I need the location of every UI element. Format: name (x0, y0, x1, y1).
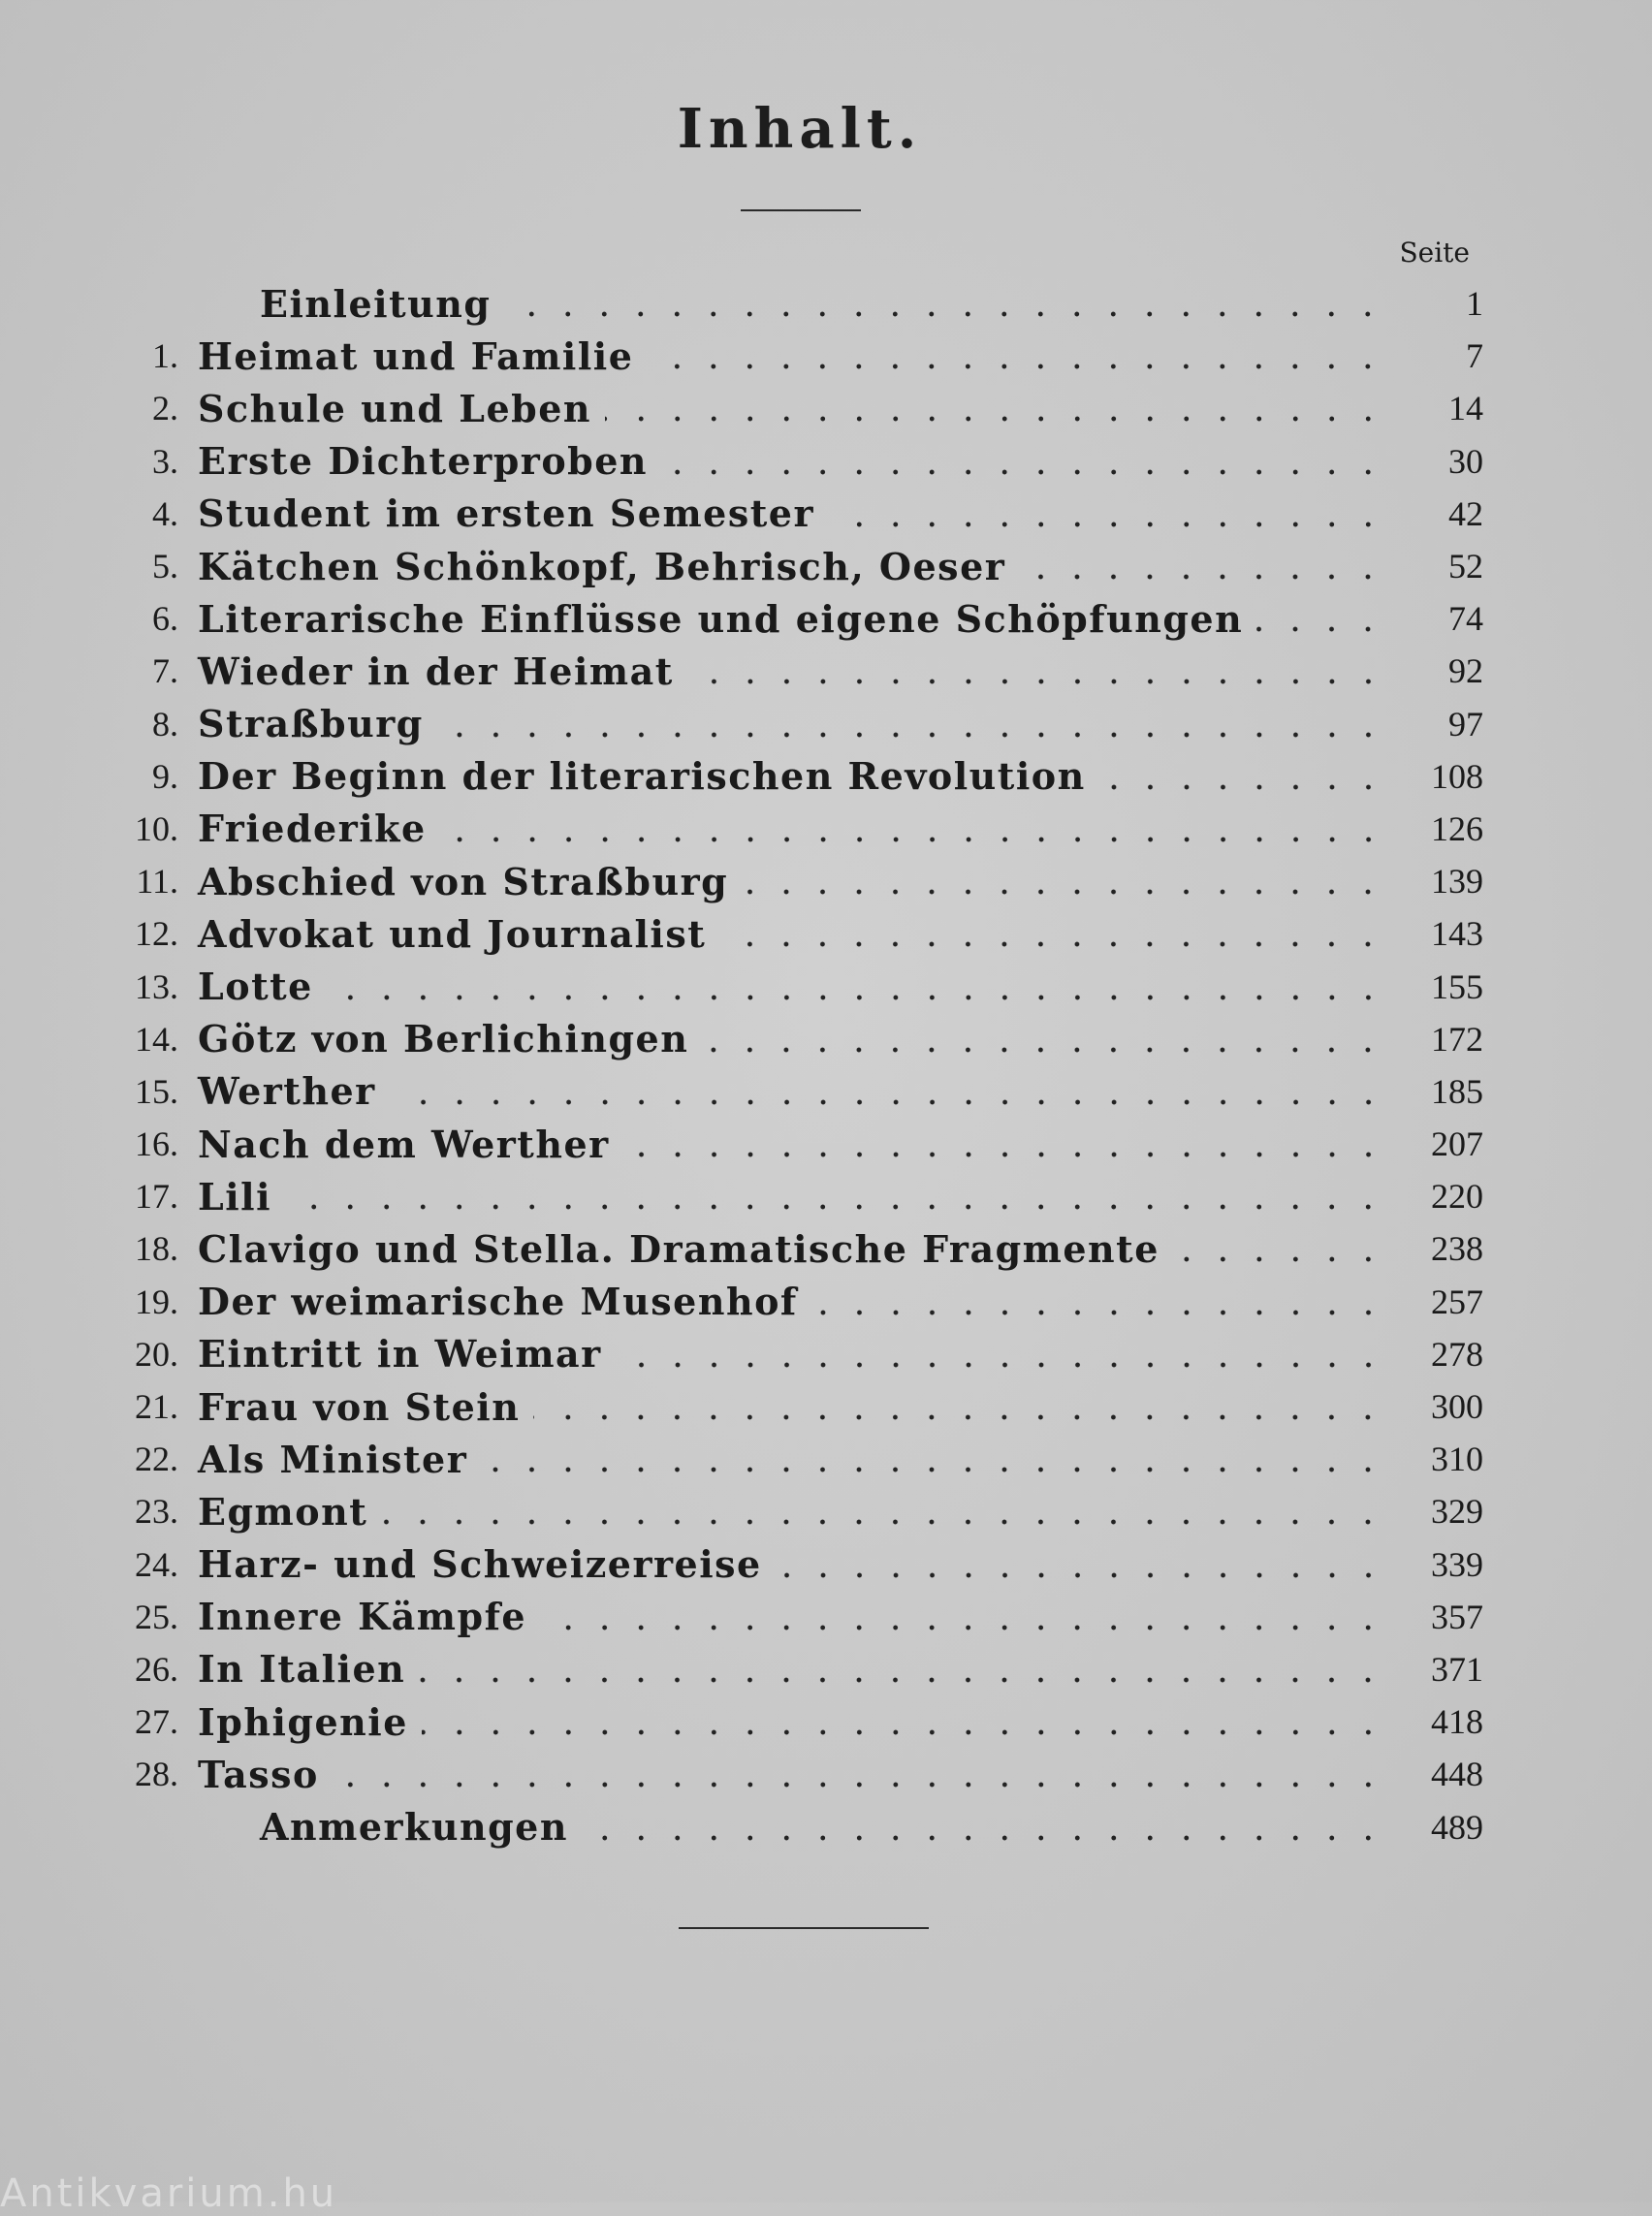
toc-leader-dots (687, 678, 1386, 685)
toc-entry-page: 278 (1431, 1334, 1483, 1374)
toc-entry (116, 1065, 1483, 1118)
toc-entry-title: Der Beginn der literarischen Revolution (198, 754, 1086, 799)
toc-entry-page: 14 (1448, 389, 1483, 428)
table-of-contents (116, 277, 1483, 1853)
toc-entry (116, 488, 1483, 540)
toc-leader-dots (647, 363, 1386, 370)
toc-entry (116, 803, 1483, 855)
toc-entry-number: 5. (152, 547, 178, 586)
toc-entry-number: 23. (135, 1492, 178, 1532)
toc-entry (116, 1276, 1483, 1328)
toc-entry-number: 14. (135, 1019, 178, 1059)
toc-leader-dots (605, 415, 1386, 423)
toc-entry (116, 960, 1483, 1012)
toc-entry (116, 1170, 1483, 1222)
toc-leader-dots (616, 1361, 1386, 1369)
toc-leader-dots (582, 1834, 1386, 1842)
toc-entry-number: 8. (152, 704, 178, 744)
toc-entry-page: 1 (1466, 284, 1483, 324)
toc-entry-title: Eintritt in Weimar (198, 1332, 602, 1377)
toc-entry (116, 1591, 1483, 1643)
toc-entry-number: 15. (135, 1071, 178, 1111)
toc-entry (116, 382, 1483, 434)
toc-entry (116, 1748, 1483, 1800)
toc-entry-title: Harz- und Schweizerreise (198, 1542, 762, 1587)
toc-entry-page: 126 (1431, 808, 1483, 848)
toc-entry (116, 1485, 1483, 1537)
toc-leader-dots (285, 1203, 1386, 1211)
toc-entry-page: 172 (1431, 1019, 1483, 1059)
toc-entry-page: 448 (1431, 1755, 1483, 1794)
toc-entry (116, 1380, 1483, 1433)
page-column-header: Seite (1399, 237, 1470, 269)
toc-entry-title: Iphigenie (198, 1699, 408, 1744)
toc-entry-page: 92 (1448, 651, 1483, 691)
toc-entry-number: 4. (152, 493, 178, 533)
toc-leader-dots (540, 1624, 1386, 1631)
toc-leader-dots (381, 1518, 1386, 1526)
toc-entry-title: In Italien (198, 1647, 406, 1692)
toc-entry-title: Egmont (198, 1489, 368, 1534)
toc-leader-dots (776, 1571, 1386, 1579)
toc-entry-title: Lili (198, 1174, 272, 1219)
toc-entry-title: Erste Dichterproben (198, 439, 649, 484)
toc-entry-page: 143 (1431, 914, 1483, 954)
toc-entry-title: Student im ersten Semester (198, 491, 814, 536)
toc-leader-dots (390, 1098, 1386, 1106)
toc-entry-title: Clavigo und Stella. Dramatische Fragmente (198, 1226, 1160, 1271)
toc-entry (116, 1118, 1483, 1170)
toc-entry (116, 855, 1483, 907)
toc-entry (116, 907, 1483, 960)
toc-entry-number: 16. (135, 1124, 178, 1164)
toc-entry-page: 74 (1448, 599, 1483, 639)
toc-entry-page: 329 (1431, 1492, 1483, 1532)
toc-entry-title: Als Minister (198, 1437, 468, 1481)
toc-entry-number: 27. (135, 1702, 178, 1742)
toc-entry (116, 1538, 1483, 1591)
toc-entry-title: Anmerkungen (260, 1805, 568, 1850)
title-divider (741, 209, 861, 211)
toc-entry-title: Abschied von Straßburg (198, 859, 729, 903)
toc-leader-dots (504, 310, 1386, 318)
toc-entry-number: 19. (135, 1282, 178, 1321)
toc-leader-dots (623, 1151, 1386, 1158)
toc-leader-dots (437, 731, 1386, 739)
toc-leader-dots (333, 1781, 1386, 1789)
toc-entry-title: Einleitung (260, 281, 492, 326)
toc-entry (116, 645, 1483, 697)
toc-leader-dots (1173, 1255, 1386, 1263)
toc-entry-number: 20. (135, 1334, 178, 1374)
toc-entry-number: 24. (135, 1544, 178, 1584)
toc-entry-page: 371 (1431, 1649, 1483, 1689)
toc-leader-dots (481, 1466, 1386, 1473)
toc-leader-dots (661, 468, 1386, 476)
toc-leader-dots (811, 1309, 1386, 1316)
toc-entry-title: Der weimarische Musenhof (198, 1280, 798, 1324)
toc-entry-page: 155 (1431, 966, 1483, 1006)
toc-leader-dots (1099, 783, 1386, 791)
toc-entry-page: 52 (1448, 547, 1483, 586)
toc-leader-dots (422, 1728, 1386, 1736)
toc-entry-number: 11. (136, 862, 178, 902)
toc-entry-number: 21. (135, 1387, 178, 1427)
toc-leader-dots (440, 836, 1386, 843)
toc-entry-title: Nach dem Werther (198, 1122, 610, 1166)
toc-entry-number: 1. (152, 336, 178, 376)
toc-entry-number: 12. (135, 914, 178, 954)
toc-entry-title: Kätchen Schönkopf, Behrisch, Oeser (198, 544, 1006, 588)
toc-entry-page: 42 (1448, 493, 1483, 533)
toc-entry-page: 300 (1431, 1387, 1483, 1427)
toc-leader-dots (327, 994, 1386, 1001)
toc-leader-dots (702, 1046, 1386, 1054)
toc-entry-title: Schule und Leben (198, 386, 592, 430)
toc-leader-dots (719, 940, 1386, 948)
toc-entry-page: 185 (1431, 1071, 1483, 1111)
toc-entry-page: 7 (1466, 336, 1483, 376)
toc-entry (116, 592, 1483, 645)
toc-entry-page: 257 (1431, 1282, 1483, 1321)
toc-entry-title: Werther (198, 1069, 376, 1114)
toc-leader-dots (828, 521, 1386, 528)
toc-entry-page: 220 (1431, 1177, 1483, 1217)
toc-entry-number: 7. (152, 651, 178, 691)
toc-entry (116, 1800, 1483, 1852)
toc-entry-page: 339 (1431, 1544, 1483, 1584)
toc-entry-number: 6. (152, 599, 178, 639)
toc-entry-title: Frau von Stein (198, 1384, 521, 1429)
toc-entry-page: 30 (1448, 441, 1483, 481)
watermark: Antikvarium.hu (0, 2171, 338, 2216)
toc-entry-page: 207 (1431, 1124, 1483, 1164)
toc-entry-page: 310 (1431, 1440, 1483, 1479)
toc-entry-page: 97 (1448, 704, 1483, 744)
toc-entry-page: 139 (1431, 862, 1483, 902)
toc-leader-dots (1256, 625, 1386, 633)
toc-entry-number: 28. (135, 1755, 178, 1794)
toc-entry-title: Straßburg (198, 702, 424, 746)
toc-entry-number: 13. (135, 966, 178, 1006)
toc-entry-number: 18. (135, 1229, 178, 1269)
toc-entry (116, 330, 1483, 382)
toc-entry-page: 357 (1431, 1597, 1483, 1636)
toc-leader-dots (419, 1676, 1386, 1684)
toc-entry (116, 750, 1483, 803)
toc-entry-number: 17. (135, 1177, 178, 1217)
toc-entry-number: 26. (135, 1649, 178, 1689)
toc-entry-number: 2. (152, 389, 178, 428)
page-title: Inhalt. (677, 97, 923, 161)
toc-entry-title: Tasso (198, 1752, 319, 1796)
toc-entry (116, 1643, 1483, 1695)
toc-entry-title: Lotte (198, 965, 313, 1009)
toc-entry-title: Friederike (198, 807, 427, 851)
toc-leader-dots (742, 888, 1386, 896)
toc-entry-title: Götz von Berlichingen (198, 1017, 689, 1061)
toc-entry (116, 1222, 1483, 1275)
toc-entry (116, 1328, 1483, 1380)
toc-entry-page: 489 (1431, 1807, 1483, 1847)
toc-entry-title: Advokat und Journalist (198, 911, 707, 956)
toc-entry-number: 10. (135, 808, 178, 848)
toc-entry-title: Innere Kämpfe (198, 1595, 527, 1639)
toc-entry (116, 1433, 1483, 1485)
toc-entry-page: 418 (1431, 1702, 1483, 1742)
toc-entry-number: 3. (152, 441, 178, 481)
toc-entry-title: Wieder in der Heimat (198, 649, 674, 693)
toc-entry (116, 698, 1483, 750)
toc-entry-page: 108 (1431, 756, 1483, 796)
toc-entry-page: 238 (1431, 1229, 1483, 1269)
bottom-divider (679, 1927, 929, 1929)
toc-entry-title: Heimat und Familie (198, 333, 634, 378)
toc-entry-number: 22. (135, 1440, 178, 1479)
toc-entry (116, 435, 1483, 488)
toc-entry (116, 1695, 1483, 1748)
toc-entry (116, 277, 1483, 330)
toc-entry (116, 1013, 1483, 1065)
toc-entry (116, 540, 1483, 592)
toc-leader-dots (1019, 573, 1386, 581)
toc-entry-title: Literarische Einflüsse und eigene Schöpfungen (198, 596, 1244, 641)
toc-entry-number: 25. (135, 1597, 178, 1636)
toc-leader-dots (533, 1413, 1386, 1421)
toc-entry-number: 9. (152, 756, 178, 796)
